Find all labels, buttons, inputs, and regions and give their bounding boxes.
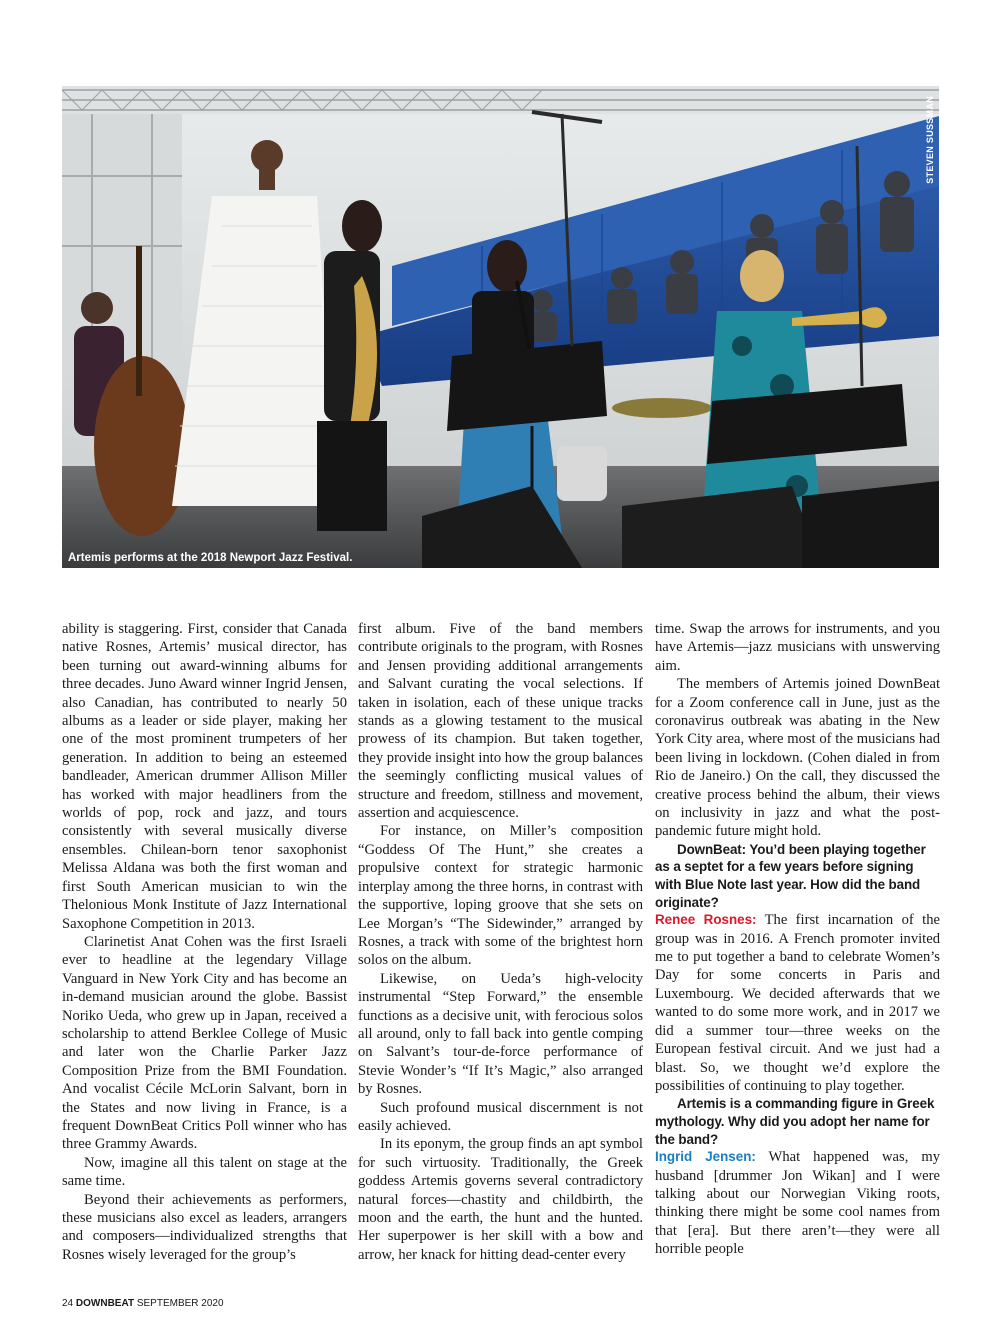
article-column-2: [358, 620, 643, 1264]
article-column-1: [62, 620, 347, 1264]
page-footer: [62, 1298, 224, 1309]
answer-text: What happened was, my husband [drummer Jon Wikan] and I were talking about our Norwegian Viking roots, thinking there might be some cool names from that [era]. But there aren’t—they were all horrible people: [655, 1149, 940, 1258]
interview-answer: [655, 1148, 940, 1258]
paragraph: Clarinetist Anat Cohen was the first Israeli ever to headline at the legendary Village Vanguard in New York City and has become an in-demand musician around the globe. Bassist Noriko Ueda, who grew up in Japan, received a scholarship to attend Berklee College of Music and later won the Charlie Parker Jazz Composition Prize from the BMI Foundation. And vocalist Cécile McLorin Salvant, born in the States and now living in France, is a frequent DownBeat Critics Poll winner who has three Grammy Awards.: [62, 933, 347, 1153]
interview-answer: [655, 911, 940, 1095]
issue-date: SEPTEMBER 2020: [136, 1298, 224, 1309]
paragraph: time. Swap the arrows for instruments, and you have Artemis—jazz musicians with unswerving aim.: [655, 621, 940, 674]
paragraph: For instance, on Miller’s composition “Goddess Of The Hunt,” she creates a propulsive context for strategic harmonic interplay among the three horns, in contrast with the supportive, loping groove that she sets on Lee Morgan’s “The Sidewinder,” arranged by Rosnes, a track with some of the brightest horn solos on the album.: [358, 823, 643, 969]
interview-question: DownBeat: You’d been playing together as a septet for a few years before signing with Blue Note last year. How did the band originate?: [655, 841, 926, 910]
paragraph: The members of Artemis joined DownBeat for a Zoom conference call in June, just as the coronavirus outbreak was abating in the New York City area, where most of the musicians had been living in lockdown. (Cohen dialed in from Rio de Janeiro.) On the call, they discussed the creative process behind the album, their views on inclusivity in jazz and what the post-pandemic future might hold.: [655, 676, 940, 840]
speaker-name: Renee Rosnes:: [655, 912, 757, 928]
concert-photo-illustration: [62, 86, 939, 568]
paragraph: Now, imagine all this talent on stage at the same time.: [62, 1154, 347, 1190]
paragraph: Likewise, on Ueda’s high-velocity instrumental “Step Forward,” the ensemble functions as a decisive unit, with ferocious solos all around, only to fall back into gentle comping on Salvant’s tour-de-force performance of Stevie Wonder’s “If It’s Magic,” also arranged by Rosnes.: [358, 970, 643, 1098]
interview-question: Artemis is a commanding figure in Greek mythology. Why did you adopt her name for the band?: [655, 1096, 935, 1147]
speaker-name: Ingrid Jensen:: [655, 1149, 756, 1165]
answer-text: The first incarnation of the group was in 2016. A French promoter invited me to put together a band to celebrate Women’s Day for some concerts in Paris and Luxembourg. We decided afterwards that we wanted to do some more work, and in 2017 we did a summer tour—three weeks on the European festival circuit. And we just had a blast. So, we thought we’d explore the possibilities of continuing to play together.: [655, 912, 940, 1094]
article-column-3: [655, 620, 940, 1259]
paragraph: Such profound musical discernment is not easily achieved.: [358, 1099, 643, 1134]
magazine-brand: DOWNBEAT: [75, 1298, 135, 1309]
photo-caption: Artemis performs at the 2018 Newport Jazz Festival.: [68, 552, 353, 564]
concert-photo: [62, 86, 939, 568]
paragraph: Beyond their achievements as performers, these musicians also excel as leaders, arrangers and composers—individualized strengths that Rosnes wisely leveraged for the group’s: [62, 1191, 347, 1263]
paragraph: In its eponym, the group finds an apt symbol for such virtuosity. Traditionally, the Greek goddess Artemis governs several contradictory natural forces—chastity and childbirth, the moon and the earth, the hunt and the hunted. Her superpower is her skill with a bow and arrow, her knack for hitting dead-center every: [358, 1136, 643, 1263]
paragraph: ability is staggering. First, consider that Canada native Rosnes, Artemis’ musical director, has been turning out award-winning albums for three decades. Juno Award winner Ingrid Jensen, also Canadian, has contributed to nearly 50 albums as a leader or side player, making her one of the most prominent trumpeters of her generation. In addition to being an esteemed bandleader, American drummer Allison Miller has worked with major headliners from the worlds of pop, rock and jazz, and tours consistently with several musically diverse ensembles. Chilean-born tenor saxophonist Melissa Aldana was both the first woman and first South American musician to win the Thelonious Monk Institute of Jazz International Saxophone Competition in 2013.: [62, 621, 347, 932]
page-number: 24: [62, 1298, 74, 1309]
photo-credit: STEVEN SUSSMAN: [925, 96, 935, 184]
paragraph: first album. Five of the band members contribute originals to the program, with Rosnes and Jensen providing additional arrangements and Salvant curating the vocal selections. If taken in isolation, each of these unique tracks stands as a glowing testament to the musical prowess of its champion. But taken together, they provide insight into how the group balances the seemingly conflicting musical values of structure and freedom, stillness and movement, assertion and acquiescence.: [358, 621, 643, 822]
